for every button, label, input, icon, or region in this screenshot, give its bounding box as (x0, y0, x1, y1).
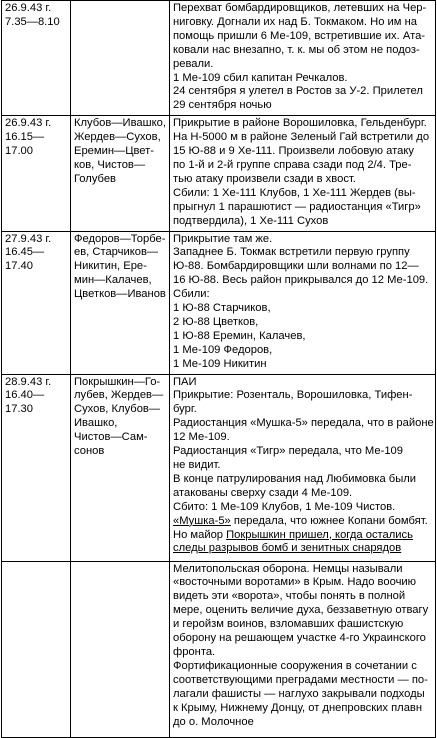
notes-cell (170, 374, 436, 561)
participant-line: Еремин—Цвет- (74, 145, 155, 158)
note-line: прыгнул 1 парашютист — радиостанция «Тигр» (173, 200, 421, 213)
note-line: «восточными воротами» в Крым. Надо воочию (173, 576, 417, 589)
note-line: На Н-5000 м в районе Зеленый Гай встретили до (173, 131, 430, 144)
participant-line: Чистов—Сам- (74, 431, 148, 444)
note-line: «Мушка-5» передала, что южнее Копани бомбят. (173, 514, 428, 527)
flight-log-table (1, 0, 436, 738)
log-row (2, 374, 436, 561)
note-line: ниговку. Догнали их над Б. Токмаком. Но им на (173, 15, 417, 28)
datetime-line: 17.30 (5, 403, 33, 416)
note-line: 16 Ю-88. Весь район прикрывался до 12 Ме-109. (173, 274, 429, 287)
participant-line: мин—Калачев, (74, 274, 152, 287)
note-line: Но майор Покрышкин пришел, когда остались (173, 528, 413, 541)
participant-line: Федоров—Торбе- (74, 232, 166, 245)
participant-line: Голубев (74, 172, 116, 185)
note-line (173, 542, 432, 556)
note-line: 1 Ме-109 сбил капитан Речкалов. (173, 71, 348, 84)
datetime-line: 16.40— (5, 389, 45, 402)
note-line: Прикрытие в районе Ворошиловка, Гельденбург. (173, 117, 427, 130)
note-line: по 1-й и 2-й группе справа сзади под 2/4. Тре- (173, 158, 412, 171)
participant-line: Цветков—Иванов (74, 288, 166, 301)
underlined-text: следы разрывов бомб и зенитных снарядов (173, 542, 402, 555)
note-line: Фортификационные сооружения в сочетании с (173, 659, 417, 672)
note-line: и геройзм воинов, взломавших фашистскую (173, 618, 404, 631)
log-row (2, 116, 436, 231)
datetime-cell (2, 561, 71, 737)
datetime-line: 17.40 (5, 260, 33, 273)
datetime-cell (2, 374, 71, 561)
datetime-cell (2, 1, 71, 116)
participants-cell (71, 231, 170, 374)
note-line: 15 Ю-88 и 9 Хе-111. Произвели лобовую атаку (173, 145, 414, 158)
note-line: 1 Ю-88 Еремин, Калачев, (173, 329, 306, 342)
note-line: мере, оценить величие духа, беззаветную отвагу (173, 604, 429, 617)
log-row (2, 231, 436, 374)
note-line: подтвердила), 1 Хе-111 Сухов (173, 214, 329, 227)
note-line: Западнее Б. Токмак встретили первую группу (173, 246, 410, 259)
note-line: фронта. (173, 646, 216, 658)
note-line: видеть эти «ворота», чтобы понять в полной (173, 590, 406, 603)
note-line: Прикрытие: Розенталь, Ворошиловка, Тифен- (173, 389, 413, 402)
note-line: Перехват бомбардировщиков, летевших на Чер- (173, 2, 427, 14)
participant-line: Сухов, Клубов— (74, 403, 161, 416)
note-line: Сбили: (173, 288, 210, 301)
note-line: Мелитопольская оборона. Немцы называли (173, 562, 403, 575)
participant-line: Ивашко, (74, 417, 118, 430)
participant-line: сонов (74, 445, 105, 458)
participant-line: ков, Чистов— (74, 158, 146, 171)
note-line: 29 сентября ночью (173, 99, 272, 112)
datetime-line: 26.9.43 г. (5, 2, 52, 14)
note-line: лагали фашисты — наглухо закрывали подходы (173, 687, 425, 700)
note-line: Сбито: 1 Ме-109 Клубов, 1 Ме-109 Чистов. (173, 500, 396, 513)
datetime-line: 17.00 (5, 145, 33, 158)
datetime-line: 26.9.43 г. (5, 117, 52, 130)
note-line: ПАИ (173, 375, 197, 388)
notes-cell (170, 1, 436, 116)
note-line: Радиостанция «Мушка-5» передала, что в районе (173, 417, 434, 430)
note-line: В конце патрулирования над Любимовка были (173, 472, 417, 485)
note-line: 2 Ю-88 Цветков, (173, 315, 259, 328)
note-line: 1 Ме-109 Федоров, (173, 343, 273, 356)
datetime-line: 7.35—8.10 (5, 15, 60, 28)
note-line: ревали. (173, 57, 214, 70)
underlined-text: Покрышкин пришел, когда остались (226, 528, 413, 541)
note-line: 1 Ю-88 Старчиков, (173, 302, 271, 315)
datetime-line: 27.9.43 г. (5, 232, 52, 245)
note-line: помощь пришли 6 Ме-109, встретившие их. Ата- (173, 29, 426, 42)
log-row (2, 561, 436, 737)
log-row (2, 1, 436, 116)
note-line: 1 Ме-109 Никитин (173, 357, 267, 370)
note-line: ковали нас внезапно, т. к. мы об этом не подоз- (173, 43, 420, 56)
notes-cell (170, 116, 436, 231)
note-line: Сбили: 1 Хе-111 Клубов, 1 Хе-111 Жердев (вы- (173, 186, 416, 199)
note-line: оборону на решающем участке 4-го Украинского (173, 632, 426, 645)
underlined-text: «Мушка-5» (173, 514, 231, 527)
note-line: не видит. (173, 459, 221, 471)
participant-line: Клубов—Ивашко, (74, 117, 166, 130)
datetime-line: 28.9.43 г. (5, 375, 52, 388)
participant-line: ев, Старчиков— (74, 246, 159, 259)
notes-cell (170, 561, 436, 737)
datetime-cell (2, 116, 71, 231)
note-line: к Крыму, Нижнему Донцу, от днепровских плавн (173, 701, 423, 714)
note-line: 24 сентября я улетел в Ростов за У-2. Прилетел (173, 85, 423, 98)
note-line: Ю-88. Бомбардировщики шли волнами по 12— (173, 260, 419, 273)
note-line: Прикрытие там же. (173, 232, 273, 245)
participants-cell (71, 116, 170, 231)
datetime-line: 16.45— (5, 246, 45, 259)
participant-line: Никитин, Ере- (74, 260, 147, 273)
note-line: атакованы сверху сзади 4 Ме-109. (173, 486, 353, 499)
notes-cell (170, 231, 436, 374)
participants-cell (71, 1, 170, 116)
datetime-line: 16.15— (5, 131, 45, 144)
datetime-cell (2, 231, 71, 374)
participants-cell (71, 561, 170, 737)
note-line: тью атаку произвели сзади в хвост. (173, 172, 356, 185)
participants-cell (71, 374, 170, 561)
note-line: 12 Ме-109. (173, 431, 230, 444)
note-line: Радиостанция «Тигр» передала, что Ме-109 (173, 445, 403, 458)
note-line: соответствующими преградами местности — по- (173, 673, 428, 686)
participant-line: Жердев—Сухов, (74, 131, 161, 144)
note-line: до о. Молочное (173, 715, 254, 728)
note-line: бург. (173, 403, 197, 416)
participant-line: Покрышкин—Го- (74, 375, 161, 388)
participant-line: лубев, Жердев— (74, 389, 164, 402)
